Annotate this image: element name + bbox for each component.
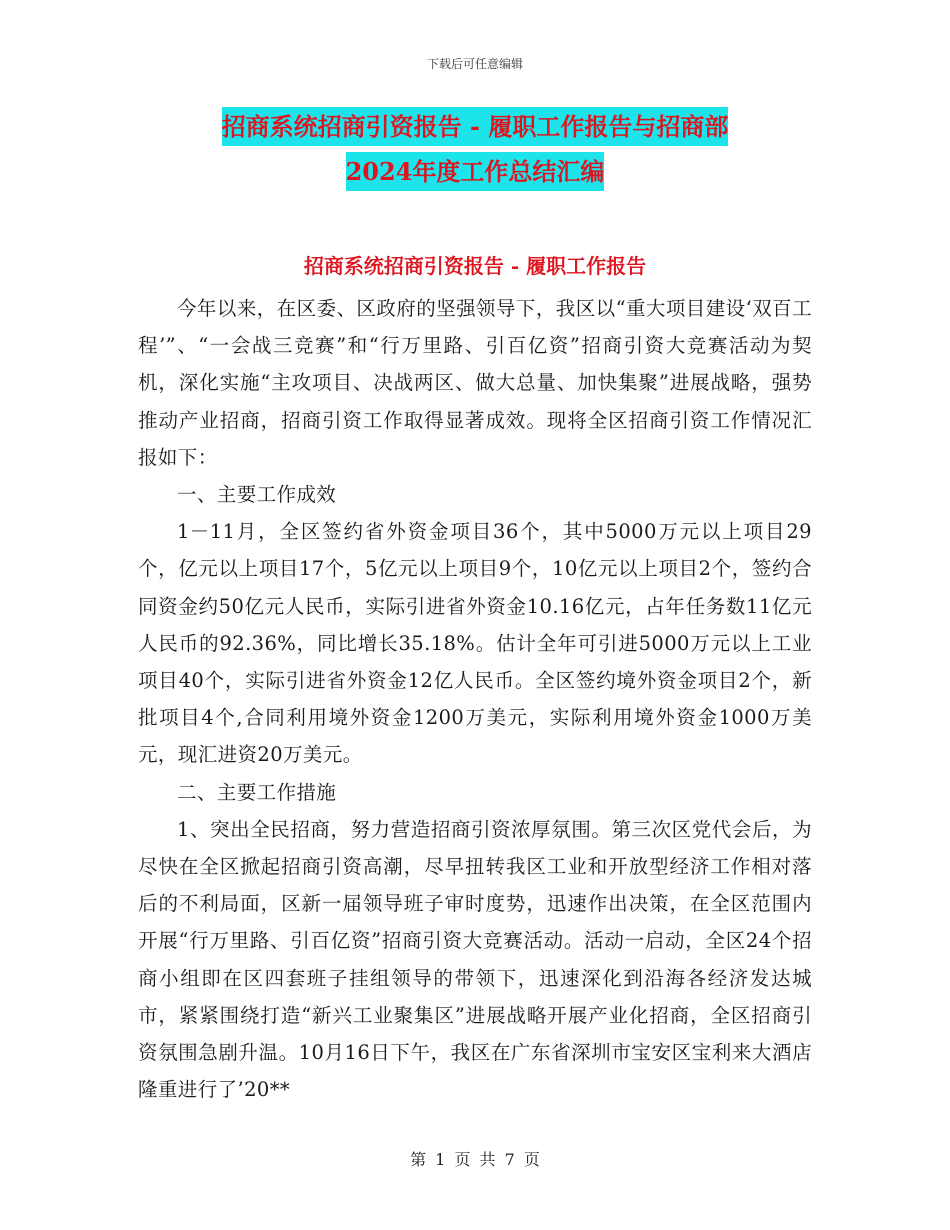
document-body xyxy=(138,290,812,1108)
document-title-line-2 xyxy=(0,157,950,186)
heading-measures: 二、主要工作措施 xyxy=(177,780,337,804)
paragraph-intro: 今年以来，在区委、区政府的坚强领导下，我区以“重大项目建设‘双百工程’”、“一会战三竞赛”和“行万里路、引百亿资”招商引资大竞赛活动为契机，深化实施“主攻项目、决战两区、做大总量、加快集聚”进展战略，强势推动产业招商，招商引资工作取得显著成效。现将全区招商引资工作情况汇报如下： xyxy=(138,297,812,469)
page-header-note: 下载后可任意编辑 xyxy=(426,57,523,71)
document-title-text-2: 2024年度工作总结汇编 xyxy=(346,152,605,191)
paragraph-measures: 1、突出全民招商，努力营造招商引资浓厚氛围。第三次区党代会后，为尽快在全区掀起招商引资高潮，尽早扭转我区工业和开放型经济工作相对落后的不利局面，区新一届领导班子审时度势，迅速作出决策，在全区范围内开展“行万里路、引百亿资”招商引资大竞赛活动。活动一启动，全区24个招商小组即在区四套班子挂组领导的带领下，迅速深化到沿海各经济发达城市，紧紧围绕打造“新兴工业聚集区”进展战略开展产业化招商，全区招商引资氛围急剧升温。10月16日下午，我区在广东省深圳市宝安区宝利来大酒店隆重进行了’20** xyxy=(138,817,812,1102)
paragraph-achievements: 1－11月，全区签约省外资金项目36个，其中5000万元以上项目29个，亿元以上项目17个，5亿元以上项目9个，10亿元以上项目2个，签约合同资金约50亿元人民币，实际引进省外资金10.16亿元，占年任务数11亿元人民币的92.36%，同比增长35.18%。估计全年可引进5000万元以上工业项目40个，实际引进省外资金12亿人民币。全区签约境外资金项目2个，新批项目4个,合同利用境外资金1200万美元，实际利用境外资金1000万美元，现汇进资20万美元。 xyxy=(138,520,812,767)
document-title-text-1: 招商系统招商引资报告 - 履职工作报告与招商部 xyxy=(222,107,729,146)
section-title: 招商系统招商引资报告 - 履职工作报告 xyxy=(303,254,647,278)
page-number: 第 1 页 共 7 页 xyxy=(410,1150,540,1169)
document-title-line-1 xyxy=(0,112,950,141)
heading-achievements: 一、主要工作成效 xyxy=(177,483,337,507)
